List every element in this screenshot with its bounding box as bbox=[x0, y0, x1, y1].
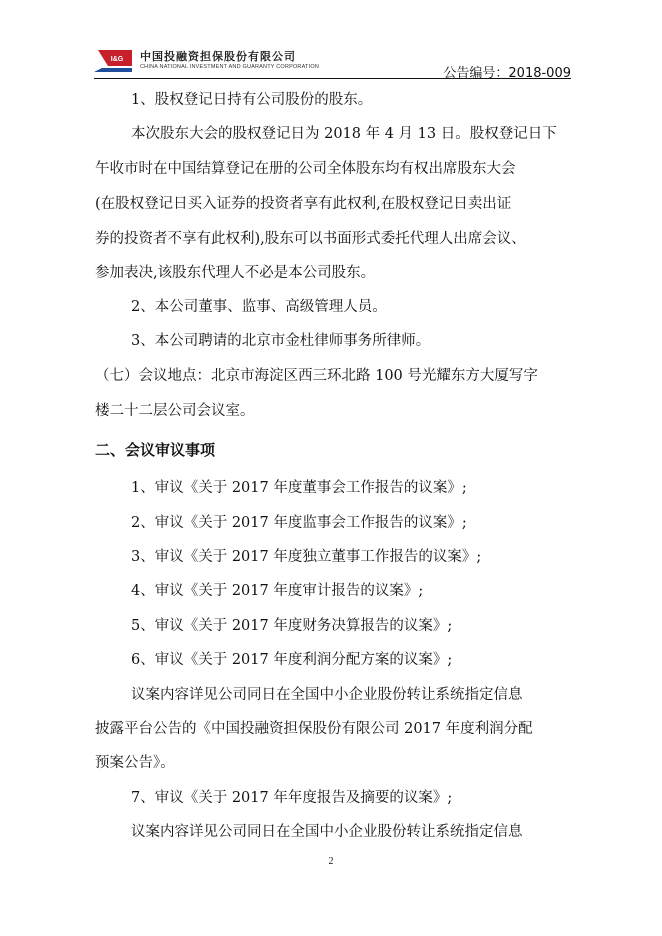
header-divider bbox=[94, 78, 571, 79]
paragraph-line: (在股权登记日买入证券的投资者享有此权利,在股权登记日卖出证 bbox=[95, 196, 512, 212]
paragraph-line: 议案内容详见公司同日在全国中小企业股份转让系统指定信息 bbox=[131, 824, 523, 840]
company-name-block bbox=[140, 50, 319, 71]
section-heading: 二、会议审议事项 bbox=[95, 441, 216, 459]
paragraph-line: 午收市时在中国结算登记在册的公司全体股东均有权出席股东大会 bbox=[95, 161, 516, 177]
list-item: 3、审议《关于 2017 年度独立董事工作报告的议案》; bbox=[131, 549, 482, 565]
paragraph-line: 本次股东大会的股权登记日为 2018 年 4 月 13 日。股权登记日下 bbox=[131, 126, 557, 142]
list-item: 1、审议《关于 2017 年度董事会工作报告的议案》; bbox=[131, 480, 467, 496]
notice-number: 公告编号：2018-009 bbox=[443, 66, 571, 81]
list-item: 7、审议《关于 2017 年年度报告及摘要的议案》; bbox=[131, 790, 453, 806]
page-number: 2 bbox=[328, 856, 334, 867]
paragraph-line: 议案内容详见公司同日在全国中小企业股份转让系统指定信息 bbox=[131, 687, 523, 703]
paragraph-line: 披露平台公告的《中国投融资担保股份有限公司 2017 年度利润分配 bbox=[95, 721, 533, 737]
paragraph-line: 参加表决,该股东代理人不必是本公司股东。 bbox=[95, 265, 376, 281]
paragraph-line: 2、本公司董事、监事、高级管理人员。 bbox=[131, 299, 387, 315]
logo-text: I&G bbox=[110, 56, 124, 63]
list-item: 4、审议《关于 2017 年度审计报告的议案》; bbox=[131, 583, 424, 599]
paragraph-line: 楼二十二层公司会议室。 bbox=[95, 403, 255, 419]
paragraph-line: 1、股权登记日持有公司股份的股东。 bbox=[131, 92, 373, 108]
paragraph-line: 预案公告》。 bbox=[95, 755, 175, 771]
company-name-cn: 中国投融资担保股份有限公司 bbox=[140, 50, 296, 63]
company-name-en: CHINA NATIONAL INVESTMENT AND GUARANTY CORPORATION bbox=[140, 64, 319, 70]
paragraph-line: 券的投资者不享有此权利),股东可以书面形式委托代理人出席会议、 bbox=[95, 231, 526, 247]
list-item: 5、审议《关于 2017 年度财务决算报告的议案》; bbox=[131, 618, 453, 634]
list-item: 6、审议《关于 2017 年度利润分配方案的议案》; bbox=[131, 652, 453, 668]
company-logo bbox=[94, 50, 132, 72]
page-header bbox=[94, 48, 571, 86]
paragraph-line: 3、本公司聘请的北京市金杜律师事务所律师。 bbox=[131, 333, 431, 349]
paragraph-line: （七）会议地点：北京市海淀区西三环北路 100 号光耀东方大厦写字 bbox=[95, 368, 538, 384]
list-item: 2、审议《关于 2017 年度监事会工作报告的议案》; bbox=[131, 515, 467, 531]
